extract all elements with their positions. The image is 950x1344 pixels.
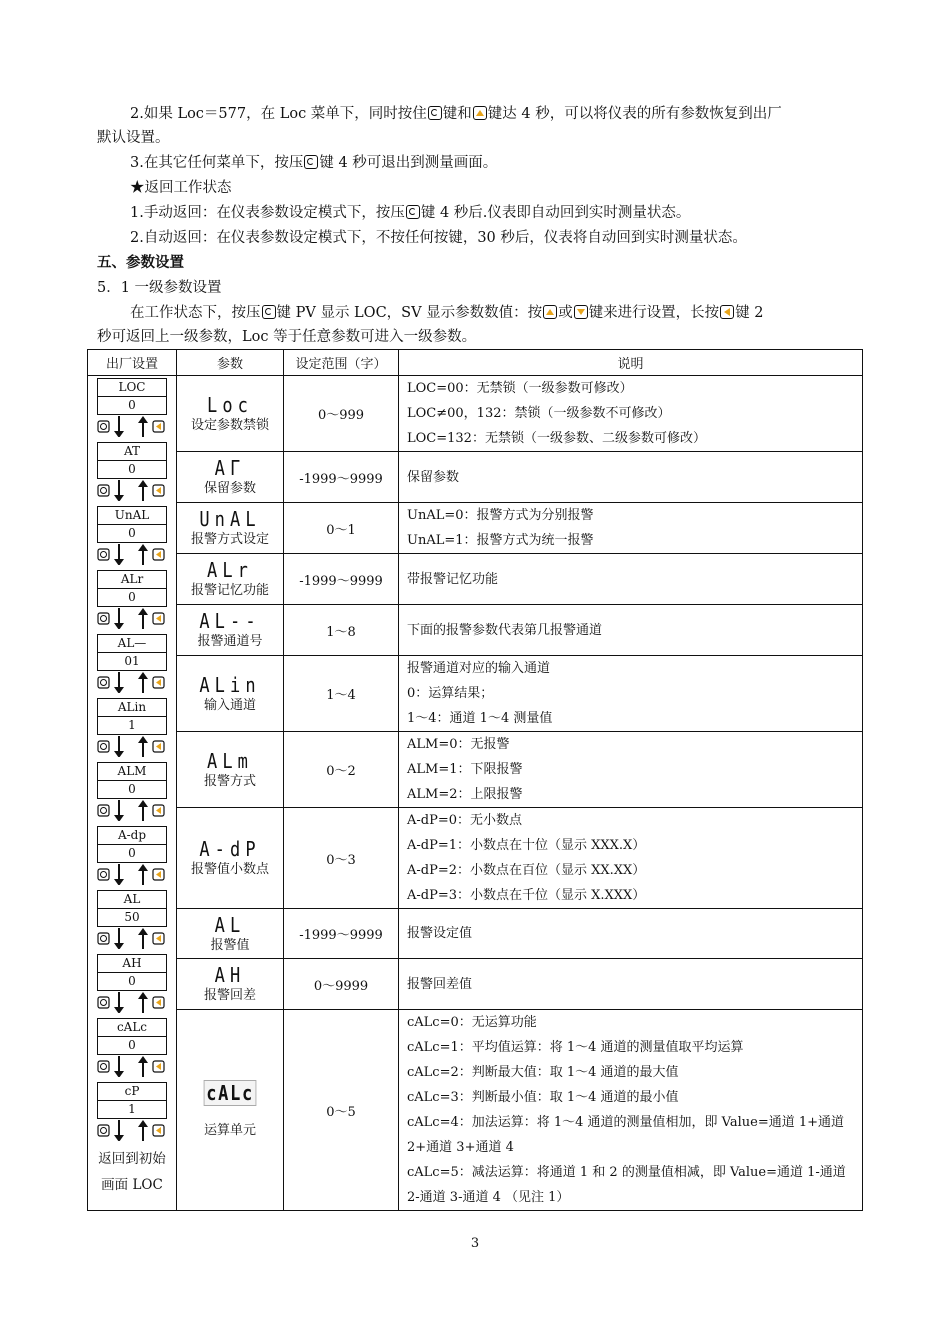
param-cell [177,656,284,732]
table-header-row [88,350,863,376]
param-name: 保留参数 [203,481,256,496]
desc-line: LOC≠00，132：禁锁（一级参数不可修改） [407,406,671,421]
flow-param-value: 0 [97,844,167,863]
param-name: 报警方式设定 [190,532,269,547]
text: 1.手动返回：在仪表参数设定模式下，按压 [130,205,405,221]
segment-display: cALc [204,1080,257,1106]
text: 或 [558,305,573,321]
table-row [88,503,863,554]
desc-line: UnAL=1：报警方式为统一报警 [407,533,594,548]
range-cell: 0～5 [284,1010,399,1211]
desc-cell [399,554,863,605]
left-key-icon [720,305,734,319]
intro-line-5 [130,203,690,223]
param-cell [177,452,284,503]
parameter-table [87,349,863,1211]
text: 键来进行设置，长按 [588,305,720,321]
flow-param-name: cP [97,1082,167,1100]
intro-line-7 [130,303,764,323]
param-cell [177,376,284,452]
param-cell [177,732,284,808]
range-cell: 1～8 [284,605,399,656]
flow-arrow-icon [97,863,167,885]
range-cell: 0～2 [284,732,399,808]
flow-arrow-icon [97,799,167,821]
segment-display: ALm [206,748,254,773]
table-row [88,959,863,1010]
text: 2.如果 Loc＝577，在 Loc 菜单下，同时按住 [130,106,427,122]
param-name: 报警记忆功能 [190,583,269,598]
desc-line: 2+通道 3+通道 4 [407,1140,514,1155]
flow-param-value: 0 [97,972,167,991]
flow-param-value: 1 [97,716,167,735]
range-cell: 0～1 [284,503,399,554]
table-row [88,376,863,452]
desc-line: cALc=3：判断最小值：取 1～4 通道的最小值 [407,1090,679,1105]
flow-param-name: ALin [97,698,167,716]
range-cell: -1999～9999 [284,909,399,959]
section-heading: 五、参数设置 [97,254,184,271]
param-name: 输入通道 [203,697,256,713]
flow-arrow-icon [97,1055,167,1077]
set-key-icon [304,155,318,169]
flow-arrow-icon [97,607,167,629]
desc-cell [399,376,863,452]
text: 键 PV 显示 LOC，SV 显示参数数值：按 [276,305,543,321]
range-cell: 1～4 [284,656,399,732]
desc-line: ALM=0：无报警 [407,737,510,752]
desc-line: 报警通道对应的输入通道 [407,661,551,676]
param-name: 运算单元 [203,1123,256,1138]
segment-display: AL [214,912,246,937]
table-row [88,656,863,732]
text: 3.在其它任何菜单下，按压 [130,155,304,171]
intro-line-4: ★返回工作状态 [130,180,232,196]
segment-display: Loc [206,392,254,417]
flow-param-name: ALM [97,762,167,780]
flow-param-value: 01 [97,652,167,671]
flow-param-name: cALc [97,1018,167,1036]
param-cell [177,1010,284,1211]
range-cell: -1999～9999 [284,452,399,503]
range-cell: -1999～9999 [284,554,399,605]
desc-line: 带报警记忆功能 [407,571,499,587]
desc-line: 2-通道 3-通道 4 （见注 1） [407,1190,570,1205]
flow-param-name: ALr [97,570,167,588]
flow-end-label: 返回到初始 [98,1151,166,1167]
flow-arrow-icon [97,1119,167,1141]
flow-param-value: 0 [97,780,167,799]
desc-line: UnAL=0：报警方式为分别报警 [407,508,594,523]
table-row [88,909,863,959]
desc-line: A-dP=1：小数点在十位（显示 XXX.X） [407,838,646,853]
segment-display: UnAL [199,507,261,531]
desc-line: 下面的报警参数代表第几报警通道 [407,622,603,638]
col-header-default: 出厂设置 [88,350,177,376]
desc-line: ALM=2：上限报警 [407,787,523,802]
desc-line: cALc=1：平均值运算：将 1～4 通道的测量值取平均运算 [407,1040,744,1055]
desc-cell [399,732,863,808]
param-name: 报警通道号 [197,634,263,649]
param-cell [177,909,284,959]
set-key-icon [262,305,276,319]
flow-param-value: 1 [97,1100,167,1119]
desc-line: A-dP=0：无小数点 [407,813,523,828]
flow-arrow-icon [97,735,167,757]
flow-arrow-icon [97,415,167,437]
table-row [88,452,863,503]
param-cell [177,503,284,554]
flow-param-name: LOC [97,378,167,396]
param-cell [177,808,284,909]
flow-param-name: UnAL [97,506,167,524]
param-name: 报警回差 [203,988,256,1003]
intro-line-6: 2.自动返回：在仪表参数设定模式下，不按任何按键，30 秒后，仪表将自动回到实时测量状态。 [130,230,747,246]
set-key-icon [428,106,442,120]
desc-line: 报警设定值 [407,926,473,941]
text: 在工作状态下，按压 [130,305,261,321]
text: 键 4 秒可退出到测量画面。 [319,155,498,171]
range-cell: 0～3 [284,808,399,909]
intro-line-3 [130,153,497,173]
flow-column [88,376,177,1211]
flow-param-name: AL— [97,634,167,652]
flow-param-name: A-dp [97,826,167,844]
param-name: 设定参数禁锁 [190,417,269,433]
table-row [88,808,863,909]
desc-cell [399,605,863,656]
segment-display: ALr [206,558,254,582]
text: 键 2 [735,305,764,321]
subsection-heading: 5．1 一级参数设置 [97,280,222,296]
segment-display: AL-- [199,609,261,633]
text: 键达 4 秒，可以将仪表的所有参数恢复到出厂 [487,106,782,122]
intro-line-1 [130,104,782,124]
desc-line: A-dP=2：小数点在百位（显示 XX.XX） [407,863,646,878]
segment-display: ALin [199,672,261,697]
param-name: 报警值 [210,937,250,953]
desc-line: 保留参数 [407,469,460,485]
col-header-desc: 说明 [399,350,863,376]
flow-param-name: AT [97,442,167,460]
segment-display: A-dP [199,837,261,861]
table-row [88,732,863,808]
param-name: 报警方式 [203,773,256,789]
flow-param-value: 0 [97,524,167,543]
desc-line: 报警回差值 [407,976,473,992]
flow-arrow-icon [97,543,167,565]
desc-cell [399,452,863,503]
desc-cell [399,808,863,909]
set-key-icon [406,205,420,219]
flow-param-value: 0 [97,396,167,415]
desc-cell [399,1010,863,1211]
flow-param-name: AL [97,890,167,908]
desc-line: cALc=5：减法运算：将通道 1 和 2 的测量值相减，即 Value=通道 1-通道 [407,1165,846,1180]
desc-line: 1～4：通道 1～4 测量值 [407,711,553,726]
desc-cell [399,503,863,554]
flow-param-value: 0 [97,460,167,479]
flow-param-value: 0 [97,588,167,607]
range-cell: 0～999 [284,376,399,452]
desc-cell [399,656,863,732]
param-cell [177,959,284,1010]
flow-arrow-icon [97,927,167,949]
desc-line: 0：运算结果； [407,686,494,701]
segment-display: AΓ [214,456,246,480]
range-cell: 0～9999 [284,959,399,1010]
intro-line-2: 默认设置。 [97,130,170,146]
desc-line: cALc=4：加法运算：将 1～4 通道的测量值相加，即 Value=通道 1+通道 [407,1115,845,1130]
up-key-icon [543,305,557,319]
desc-line: A-dP=3：小数点在千位（显示 X.XXX） [407,888,646,903]
col-header-param: 参数 [177,350,284,376]
desc-line: LOC=00：无禁锁（一级参数可修改） [407,381,633,396]
flow-arrow-icon [97,671,167,693]
text: 键和 [442,106,472,122]
table-row [88,605,863,656]
flow-param-value: 50 [97,908,167,927]
table-row [88,1010,863,1211]
desc-line: ALM=1：下限报警 [407,762,523,777]
segment-display: AH [214,963,246,987]
table-row [88,554,863,605]
flow-param-name: AH [97,954,167,972]
up-key-icon [473,106,487,120]
desc-cell [399,959,863,1010]
flow-end-label: 画面 LOC [101,1177,163,1193]
desc-line: cALc=0：无运算功能 [407,1015,537,1030]
flow-arrow-icon [97,479,167,501]
page-number: 3 [470,1236,480,1251]
desc-line: LOC=132：无禁锁（一级参数、二级参数可修改） [407,431,706,446]
desc-cell [399,909,863,959]
down-key-icon [574,305,588,319]
param-cell [177,554,284,605]
col-header-range: 设定范围（字） [284,350,399,376]
desc-line: cALc=2：判断最大值：取 1～4 通道的最大值 [407,1065,679,1080]
param-name: 报警值小数点 [190,862,269,877]
flow-arrow-icon [97,991,167,1013]
text: 键 4 秒后.仪表即自动回到实时测量状态。 [420,205,691,221]
param-cell [177,605,284,656]
flow-param-value: 0 [97,1036,167,1055]
intro-line-8: 秒可返回上一级参数，Loc 等于任意参数可进入一级参数。 [97,329,477,345]
